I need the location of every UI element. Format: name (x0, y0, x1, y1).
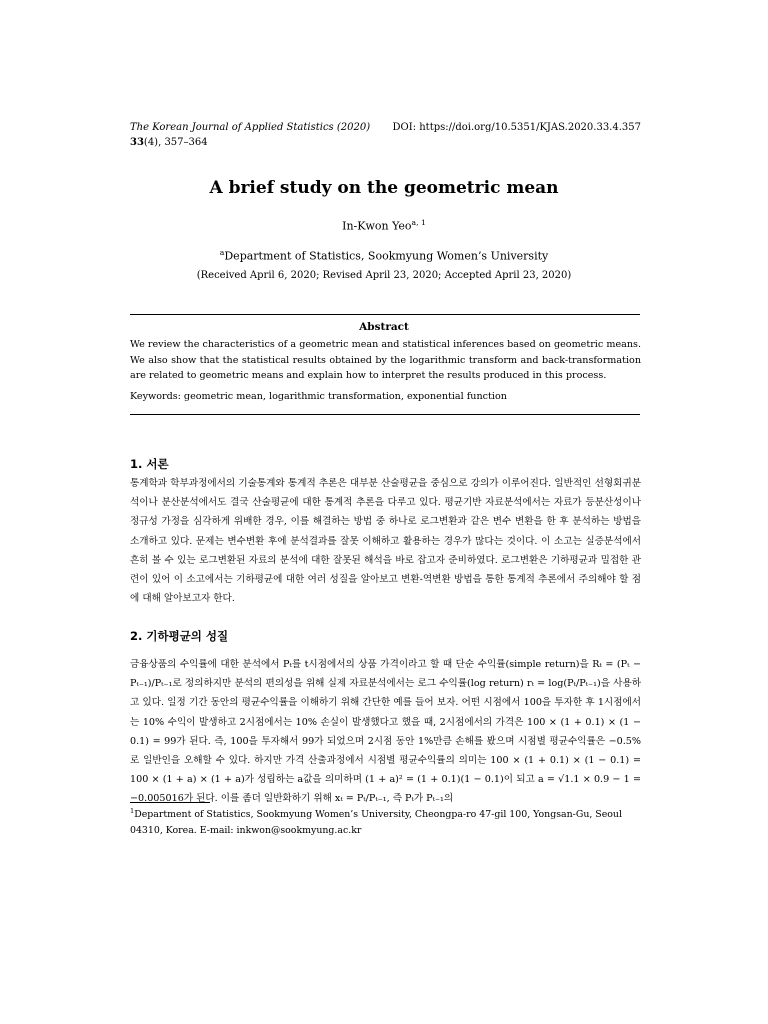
abstract-text: We review the characteristics of a geometric mean and statistical inferences based on geometric means. We also show that the statistical results obtained by the logarithmic transform and back-transformation are related to geometric means and explain how to interpret the results produced in this process. (130, 339, 641, 381)
section-1-heading: 1. 서론 (130, 457, 169, 471)
footnote (130, 803, 641, 839)
received-dates: (Received April 6, 2020; Revised April 23, 2020; Accepted April 23, 2020) (196, 270, 572, 281)
doi-link[interactable]: DOI: https://doi.org/10.5351/KJAS.2020.33.4.357 (392, 122, 641, 133)
affiliation-line (0, 248, 768, 263)
paper-title: A brief study on the geometric mean (209, 178, 559, 198)
author-line (0, 218, 768, 233)
volume-pages (130, 137, 208, 148)
section-2-heading: 2. 기하평균의 성질 (130, 629, 229, 643)
author-name: In-Kwon Yeo (342, 219, 412, 233)
keywords: Keywords: geometric mean, logarithmic transformation, exponential function (130, 391, 507, 402)
issue-pages: (4), 357–364 (143, 137, 208, 148)
footnote-text: Department of Statistics, Sookmyung Women’s University, Cheongpa-ro 47-gil 100, Yongsan-Gu, Seoul 04310, Korea. E-mail: inkwon@sookmyung.ac.kr (130, 809, 622, 837)
section-2-paragraph: 금융상품의 수익률에 대한 분석에서 Pₜ를 t시점에서의 상품 가격이라고 할 때 단순 수익률(simple return)을 Rₜ = (Pₜ − Pₜ₋₁)/Pₜ₋₁로 정의하지만 분석의 편의성을 위해 실제 자료분석에서는 로그 수익률(log return) rₜ = log(Pₜ/Pₜ₋₁)을 사용하고 있다. 일정 기간 동안의 평균수익률을 이해하기 위해 간단한 예를 들어 보자. 어떤 시점에서 100을 투자한 후 1시점에서는 10% 수익이 발생하고 2시점에서는 10% 손실이 발생했다고 했을 때, 2시점에서의 가격은 100 × (1 + 0.1) × (1 − 0.1) = 99가 된다. 즉, 100을 투자해서 99가 되었으며 2시점 동안 1%만큼 손해를 봤으며 시점별 평균수익률은 −0.5%로 일반인을 오해할 수 있다. 하지만 가격 산출과정에서 시점별 평균수익률의 의미는 100 × (1 + 0.1) × (1 − 0.1) = 100 × (1 + a) × (1 + a)가 성립하는 a값을 의미하며 (1 + a)² = (1 + 0.1)(1 − 0.1)이 되고 a = √1.1 × 0.9 − 1 = −0.005016가 된다. 이를 좀더 일반화하기 위해 xₜ = Pₜ/Pₜ₋₁, 즉 Pₜ가 Pₜ₋₁의 (130, 659, 641, 805)
volume-number: 33 (130, 137, 144, 148)
footnote-mark: 1 (130, 807, 135, 815)
abstract-heading: Abstract (359, 321, 409, 333)
abstract-top-rule (130, 314, 640, 315)
abstract-bottom-rule (130, 414, 640, 415)
affiliation-text: Department of Statistics, Sookmyung Women’s University (224, 249, 549, 263)
section-1-paragraph: 통계학과 학부과정에서의 기술통계와 통계적 추론은 대부분 산술평균을 중심으로 강의가 이루어진다. 일반적인 선형회귀분석이나 분산분석에서도 결국 산술평균에 대한 통계적 추론을 다루고 있다. 평균기반 자료분석에서는 자료가 등분산성이나 정규성 가정을 심각하게 위배한 경우, 이를 해결하는 방법 중 하나로 로그변환과 같은 변수 변환을 한 후 분석하는 방법을 소개하고 있다. 문제는 변수변환 후에 분석결과를 잘못 이해하고 활용하는 경우가 많다는 것이다. 이 소고는 실증분석에서 흔히 볼 수 있는 로그변환된 자료의 분석에 대한 잘못된 해석을 바로 잡고자 준비하였다. 로그변환은 기하평균과 밀접한 관련이 있어 이 소고에서는 기하평균에 대한 여러 성질을 알아보고 변환-역변환 방법을 통한 통계적 추론에서 주의해야 할 점에 대해 알아보고자 한다. (130, 478, 641, 605)
author-sup: a, 1 (411, 218, 426, 227)
affiliation-sup: a (219, 248, 225, 257)
journal-name: The Korean Journal of Applied Statistics (2020) (130, 122, 371, 133)
